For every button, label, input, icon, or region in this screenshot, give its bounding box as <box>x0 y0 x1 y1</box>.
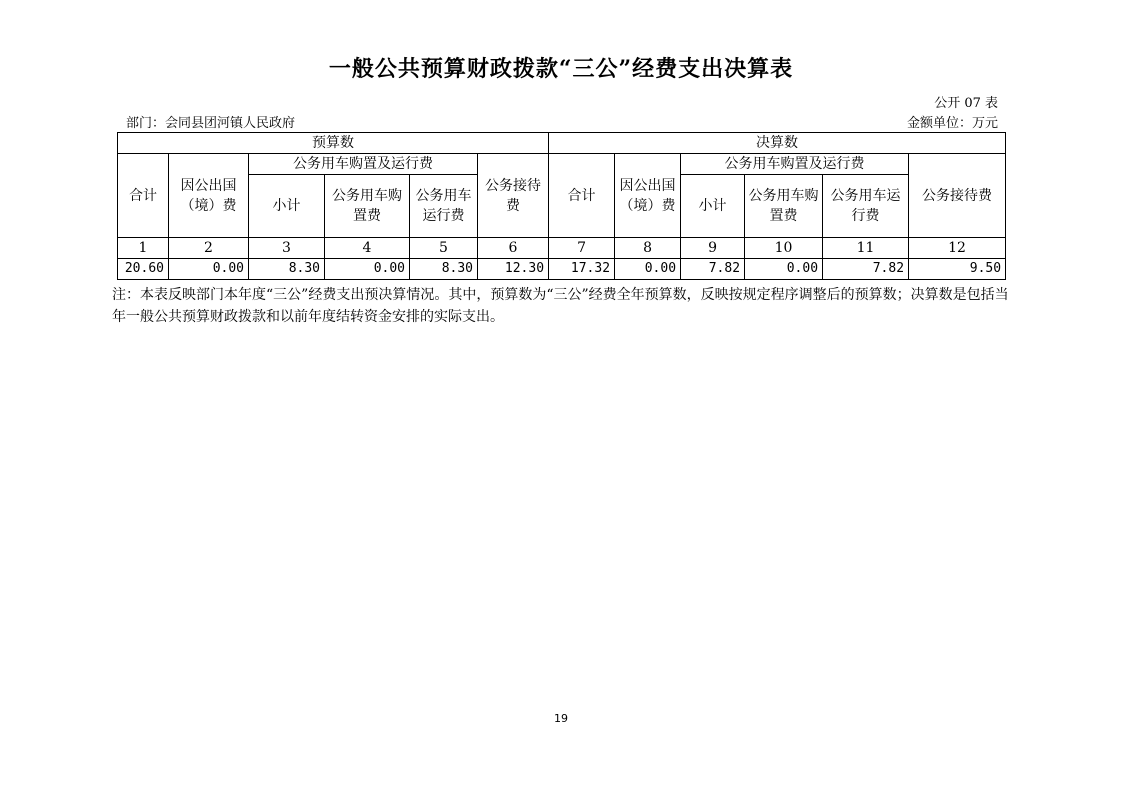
final-car-purchase-header: 公务用车购置费 <box>745 175 823 238</box>
value-row <box>118 259 1006 280</box>
value-cell: 9.50 <box>909 259 1006 280</box>
column-number: 9 <box>681 238 745 259</box>
value-cell: 7.82 <box>823 259 909 280</box>
table-note: 注：本表反映部门本年度“三公”经费支出预决算情况。其中，预算数为“三公”经费全年预算数，反映按规定程序调整后的预算数；决算数是包括当年一般公共预算财政拨款和以前年度结转资金安排的实际支出。 <box>112 287 1009 325</box>
final-subtotal-header: 小计 <box>681 175 745 238</box>
column-number: 8 <box>615 238 681 259</box>
department-label: 部门：会同县团河镇人民政府 <box>126 116 296 131</box>
value-cell: 8.30 <box>410 259 478 280</box>
group-final-header: 决算数 <box>549 133 1006 154</box>
value-cell: 7.82 <box>681 259 745 280</box>
final-car-run-header: 公务用车运行费 <box>823 175 909 238</box>
final-car-group-header: 公务用车购置及运行费 <box>681 154 909 175</box>
budget-car-group-header: 公务用车购置及运行费 <box>249 154 478 175</box>
column-number: 2 <box>169 238 249 259</box>
column-number: 10 <box>745 238 823 259</box>
group-budget-header: 预算数 <box>118 133 549 154</box>
value-cell: 0.00 <box>615 259 681 280</box>
group-header-row <box>118 133 1006 154</box>
budget-car-run-header: 公务用车运行费 <box>410 175 478 238</box>
column-number: 7 <box>549 238 615 259</box>
value-cell: 0.00 <box>745 259 823 280</box>
column-number: 11 <box>823 238 909 259</box>
expenditure-table <box>117 132 1006 280</box>
column-number: 4 <box>325 238 410 259</box>
amount-unit-label: 金额单位：万元 <box>906 116 998 131</box>
value-cell: 17.32 <box>549 259 615 280</box>
sub-header-row <box>118 154 1006 175</box>
final-reception-header: 公务接待费 <box>909 154 1006 238</box>
value-cell: 0.00 <box>169 259 249 280</box>
budget-abroad-header: 因公出国（境）费 <box>169 154 249 238</box>
final-total-header: 合计 <box>549 154 615 238</box>
value-cell: 20.60 <box>118 259 169 280</box>
column-number: 5 <box>410 238 478 259</box>
column-number: 6 <box>478 238 549 259</box>
page-title: 一般公共预算财政拨款“三公”经费支出决算表 <box>328 56 794 82</box>
budget-car-purchase-header: 公务用车购置费 <box>325 175 410 238</box>
budget-total-header: 合计 <box>118 154 169 238</box>
final-abroad-header: 因公出国（境）费 <box>615 154 681 238</box>
column-number: 3 <box>249 238 325 259</box>
form-number: 公开 07 表 <box>934 96 998 111</box>
value-cell: 0.00 <box>325 259 410 280</box>
column-number: 1 <box>118 238 169 259</box>
value-cell: 8.30 <box>249 259 325 280</box>
budget-subtotal-header: 小计 <box>249 175 325 238</box>
column-number: 12 <box>909 238 1006 259</box>
page-number: 19 <box>554 712 568 725</box>
budget-reception-header: 公务接待费 <box>478 154 549 238</box>
column-number-row <box>118 238 1006 259</box>
value-cell: 12.30 <box>478 259 549 280</box>
